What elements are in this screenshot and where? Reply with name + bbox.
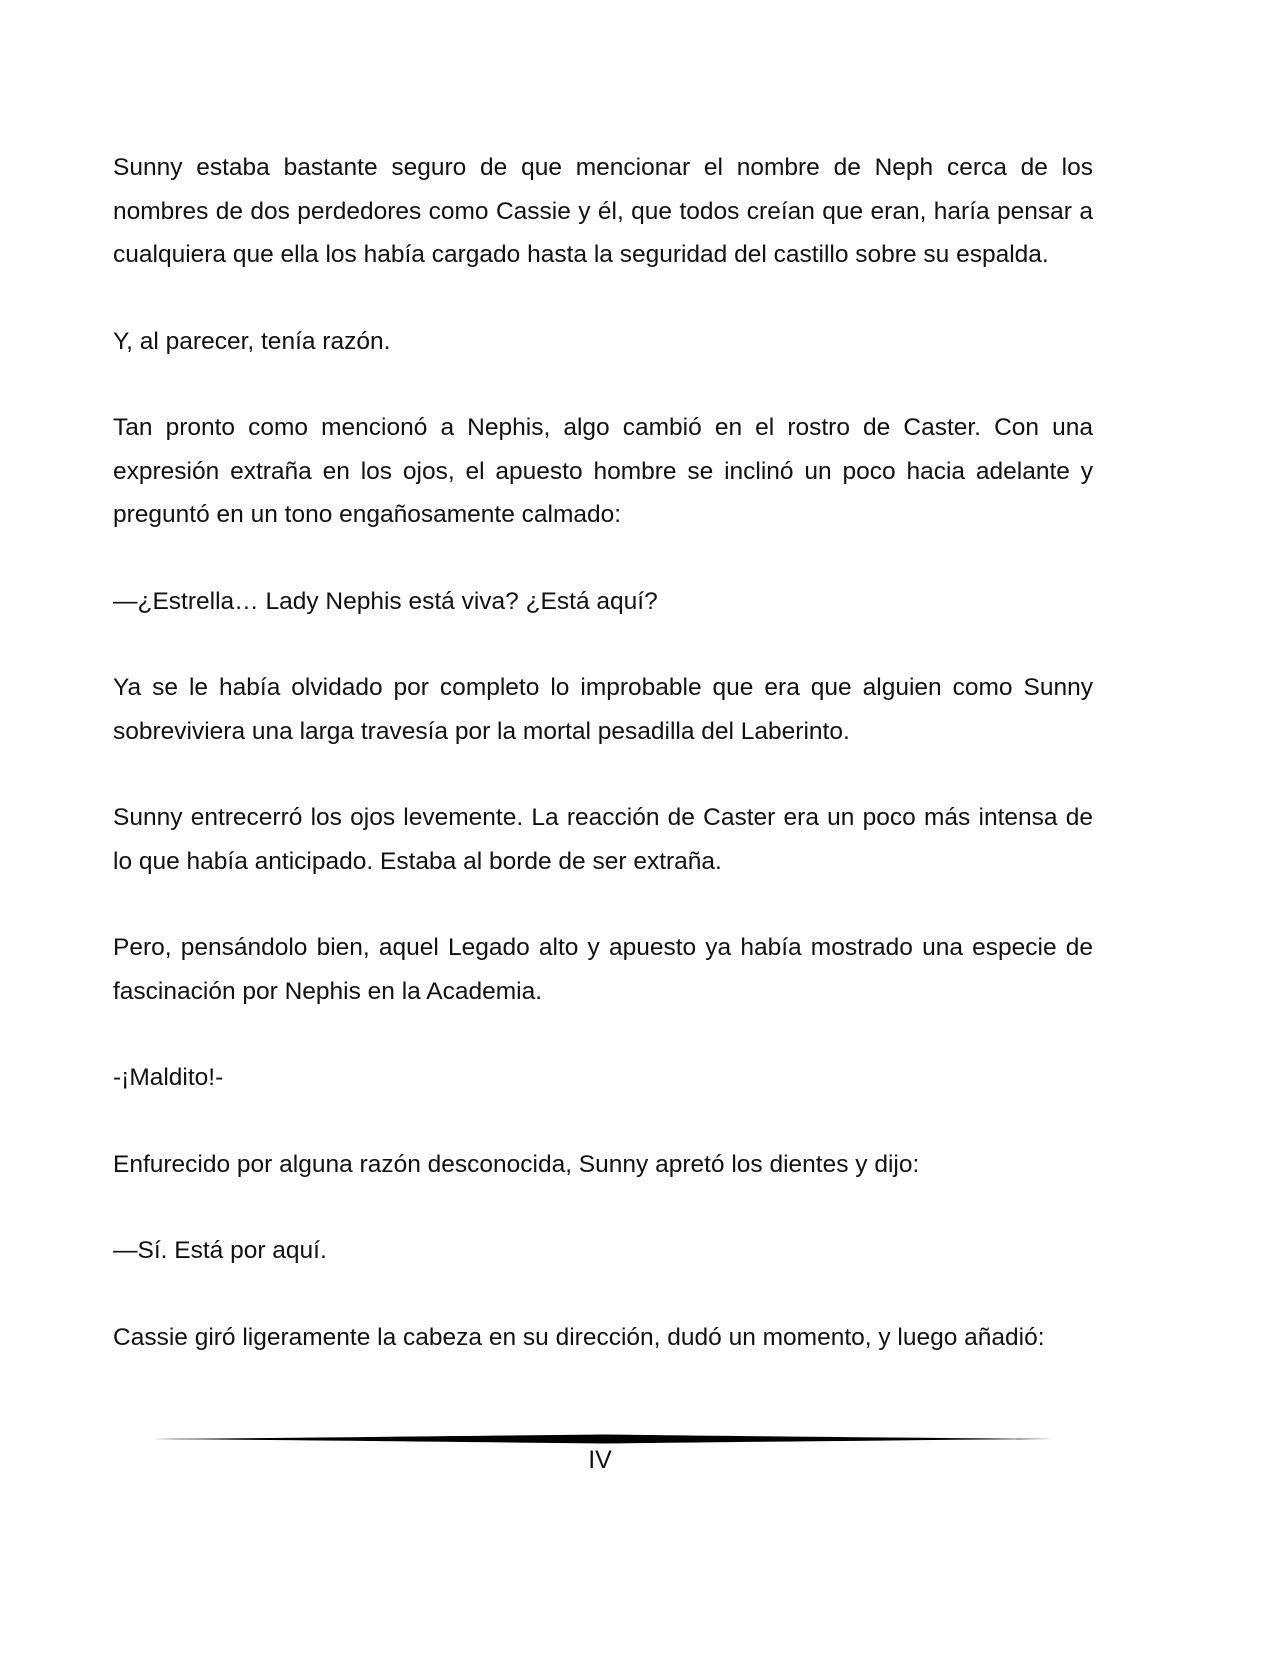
paragraph-1: Sunny estaba bastante seguro de que mencionar el nombre de Neph cerca de los nombres de dos perdedores como Cassie y él, que todos creían que eran, haría pensar a cualquiera que ella los había cargado hasta la seguridad del castillo sobre su espalda. <box>113 154 1093 268</box>
page-body <box>113 146 1093 1402</box>
page-number: IV <box>588 1446 612 1474</box>
paragraph-7: Pero, pensándolo bien, aquel Legado alto y apuesto ya había mostrado una especie de fascinación por Nephis en la Academia. <box>113 934 1093 1005</box>
paragraph-4: —¿Estrella… Lady Nephis está viva? ¿Está aquí? <box>113 587 658 615</box>
footer-divider <box>152 1432 1054 1446</box>
paragraph-5: Ya se le había olvidado por completo lo improbable que era que alguien como Sunny sobreviviera una larga travesía por la mortal pesadilla del Laberinto. <box>113 674 1093 745</box>
paragraph-3: Tan pronto como mencionó a Nephis, algo cambió en el rostro de Caster. Con una expresión extraña en los ojos, el apuesto hombre se inclinó un poco hacia adelante y preguntó en un tono engañosamente calmado: <box>113 414 1093 528</box>
paragraph-8: -¡Maldito!- <box>113 1064 224 1091</box>
paragraph-11: Cassie giró ligeramente la cabeza en su dirección, dudó un momento, y luego añadió: <box>113 1323 1045 1351</box>
paragraph-2: Y, al parecer, tenía razón. <box>113 327 391 355</box>
paragraph-6: Sunny entrecerró los ojos levemente. La reacción de Caster era un poco más intensa de lo que había anticipado. Estaba al borde de ser extraña. <box>113 804 1093 875</box>
paragraph-9: Enfurecido por alguna razón desconocida, Sunny apretó los dientes y dijo: <box>113 1150 920 1178</box>
paragraph-10: —Sí. Está por aquí. <box>113 1237 327 1264</box>
